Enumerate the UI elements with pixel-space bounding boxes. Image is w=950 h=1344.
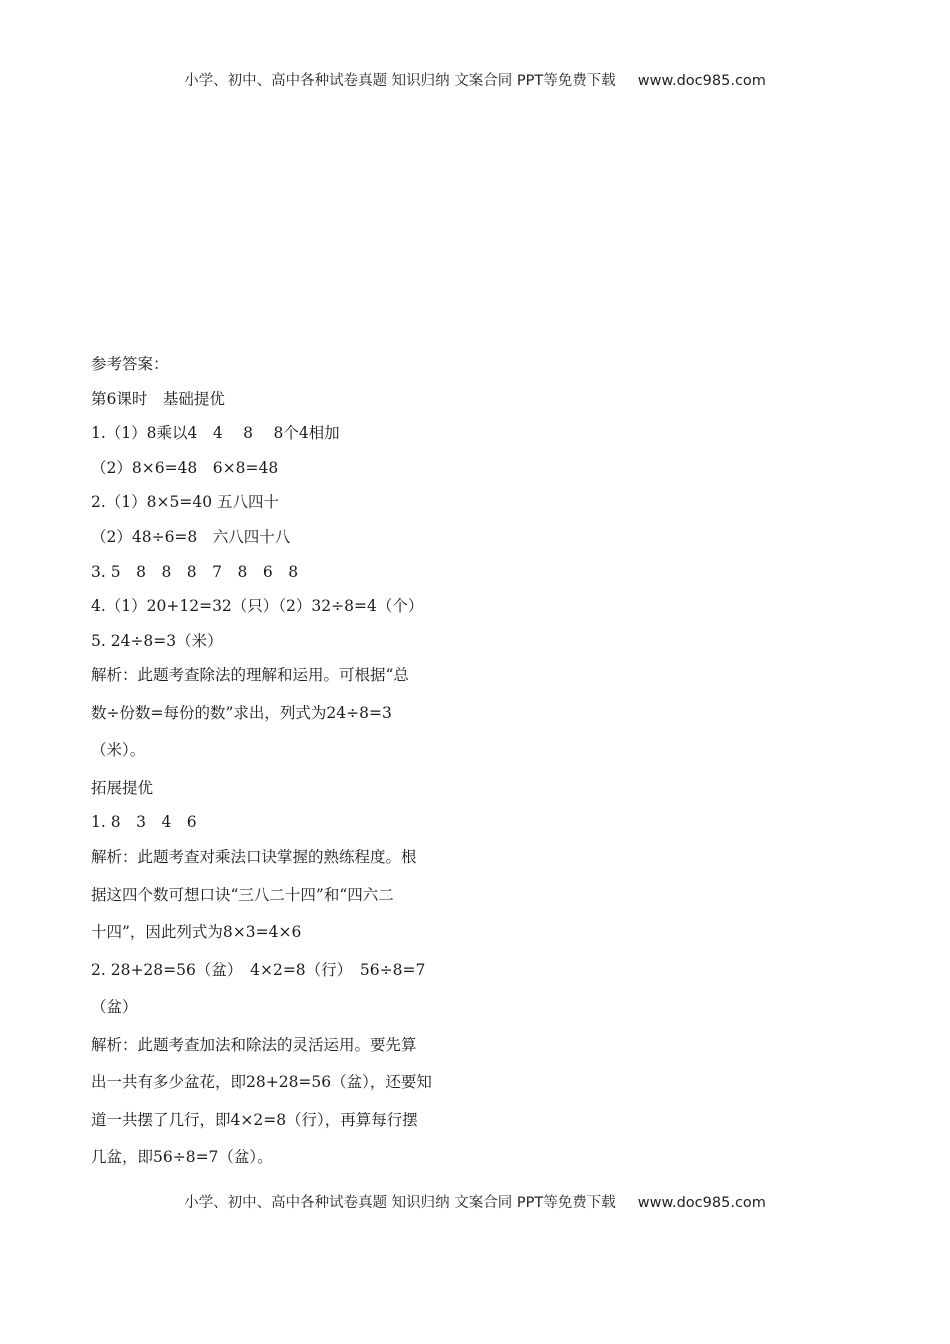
analysis-line: 解析：此题考查除法的理解和运用。可根据“总 xyxy=(91,666,409,685)
answer-line: 1.（1）8乘以4 4 8 8个4相加 xyxy=(91,424,340,443)
answer-line: 3. 5 8 8 8 7 8 6 8 xyxy=(91,562,299,581)
answer-line: 4.（1）20+12=32（只）（2）32÷8=4（个） xyxy=(91,597,424,616)
analysis-line: 几盆，即56÷8=7（盆）。 xyxy=(91,1148,273,1167)
answer-line: （2）48÷6=8 六八四十八 xyxy=(91,527,291,546)
analysis-line: 道一共摆了几行，即4×2=8（行），再算每行摆 xyxy=(91,1110,418,1129)
answer-line: 2. 28+28=56（盆） 4×2=8（行） 56÷8=7 xyxy=(91,960,426,979)
answer-line: 2.（1）8×5=40 五八四十 xyxy=(91,493,279,512)
answer-line: （2）8×6=48 6×8=48 xyxy=(91,458,279,477)
analysis-line: 据这四个数可想口诀“三八二十四”和“四六二 xyxy=(91,885,394,904)
answer-line: 5. 24÷8=3（米） xyxy=(91,631,223,650)
analysis-line: 数÷份数=每份的数”求出，列式为24÷8=3 xyxy=(91,703,392,722)
answer-line: （盆） xyxy=(91,998,138,1017)
footer-site-link[interactable]: www.doc985.com xyxy=(637,1195,766,1211)
extension-heading: 拓展提优 xyxy=(91,778,154,797)
analysis-line: 解析：此题考查对乘法口诀掌握的熟练程度。根 xyxy=(91,848,417,867)
header-text: 小学、初中、高中各种试卷真题 知识归纳 文案合同 PPT等免费下载 xyxy=(184,73,616,89)
analysis-line: （米）。 xyxy=(91,741,146,760)
answer-line: 1. 8 3 4 6 xyxy=(91,813,197,832)
analysis-line: 出一共有多少盆花，即28+28=56（盆），还要知 xyxy=(91,1073,432,1092)
analysis-line: 解析：此题考查加法和除法的灵活运用。要先算 xyxy=(91,1035,417,1054)
answers-heading: 参考答案： xyxy=(91,355,169,373)
answer-content xyxy=(91,351,461,1182)
page-header xyxy=(0,69,950,90)
analysis-line: 十四”，因此列式为8×3=4×6 xyxy=(91,923,302,942)
footer-text: 小学、初中、高中各种试卷真题 知识归纳 文案合同 PPT等免费下载 xyxy=(184,1195,616,1211)
page-footer xyxy=(0,1191,950,1212)
lesson-heading: 第6课时 基础提优 xyxy=(91,389,225,408)
header-site-link[interactable]: www.doc985.com xyxy=(637,73,766,89)
